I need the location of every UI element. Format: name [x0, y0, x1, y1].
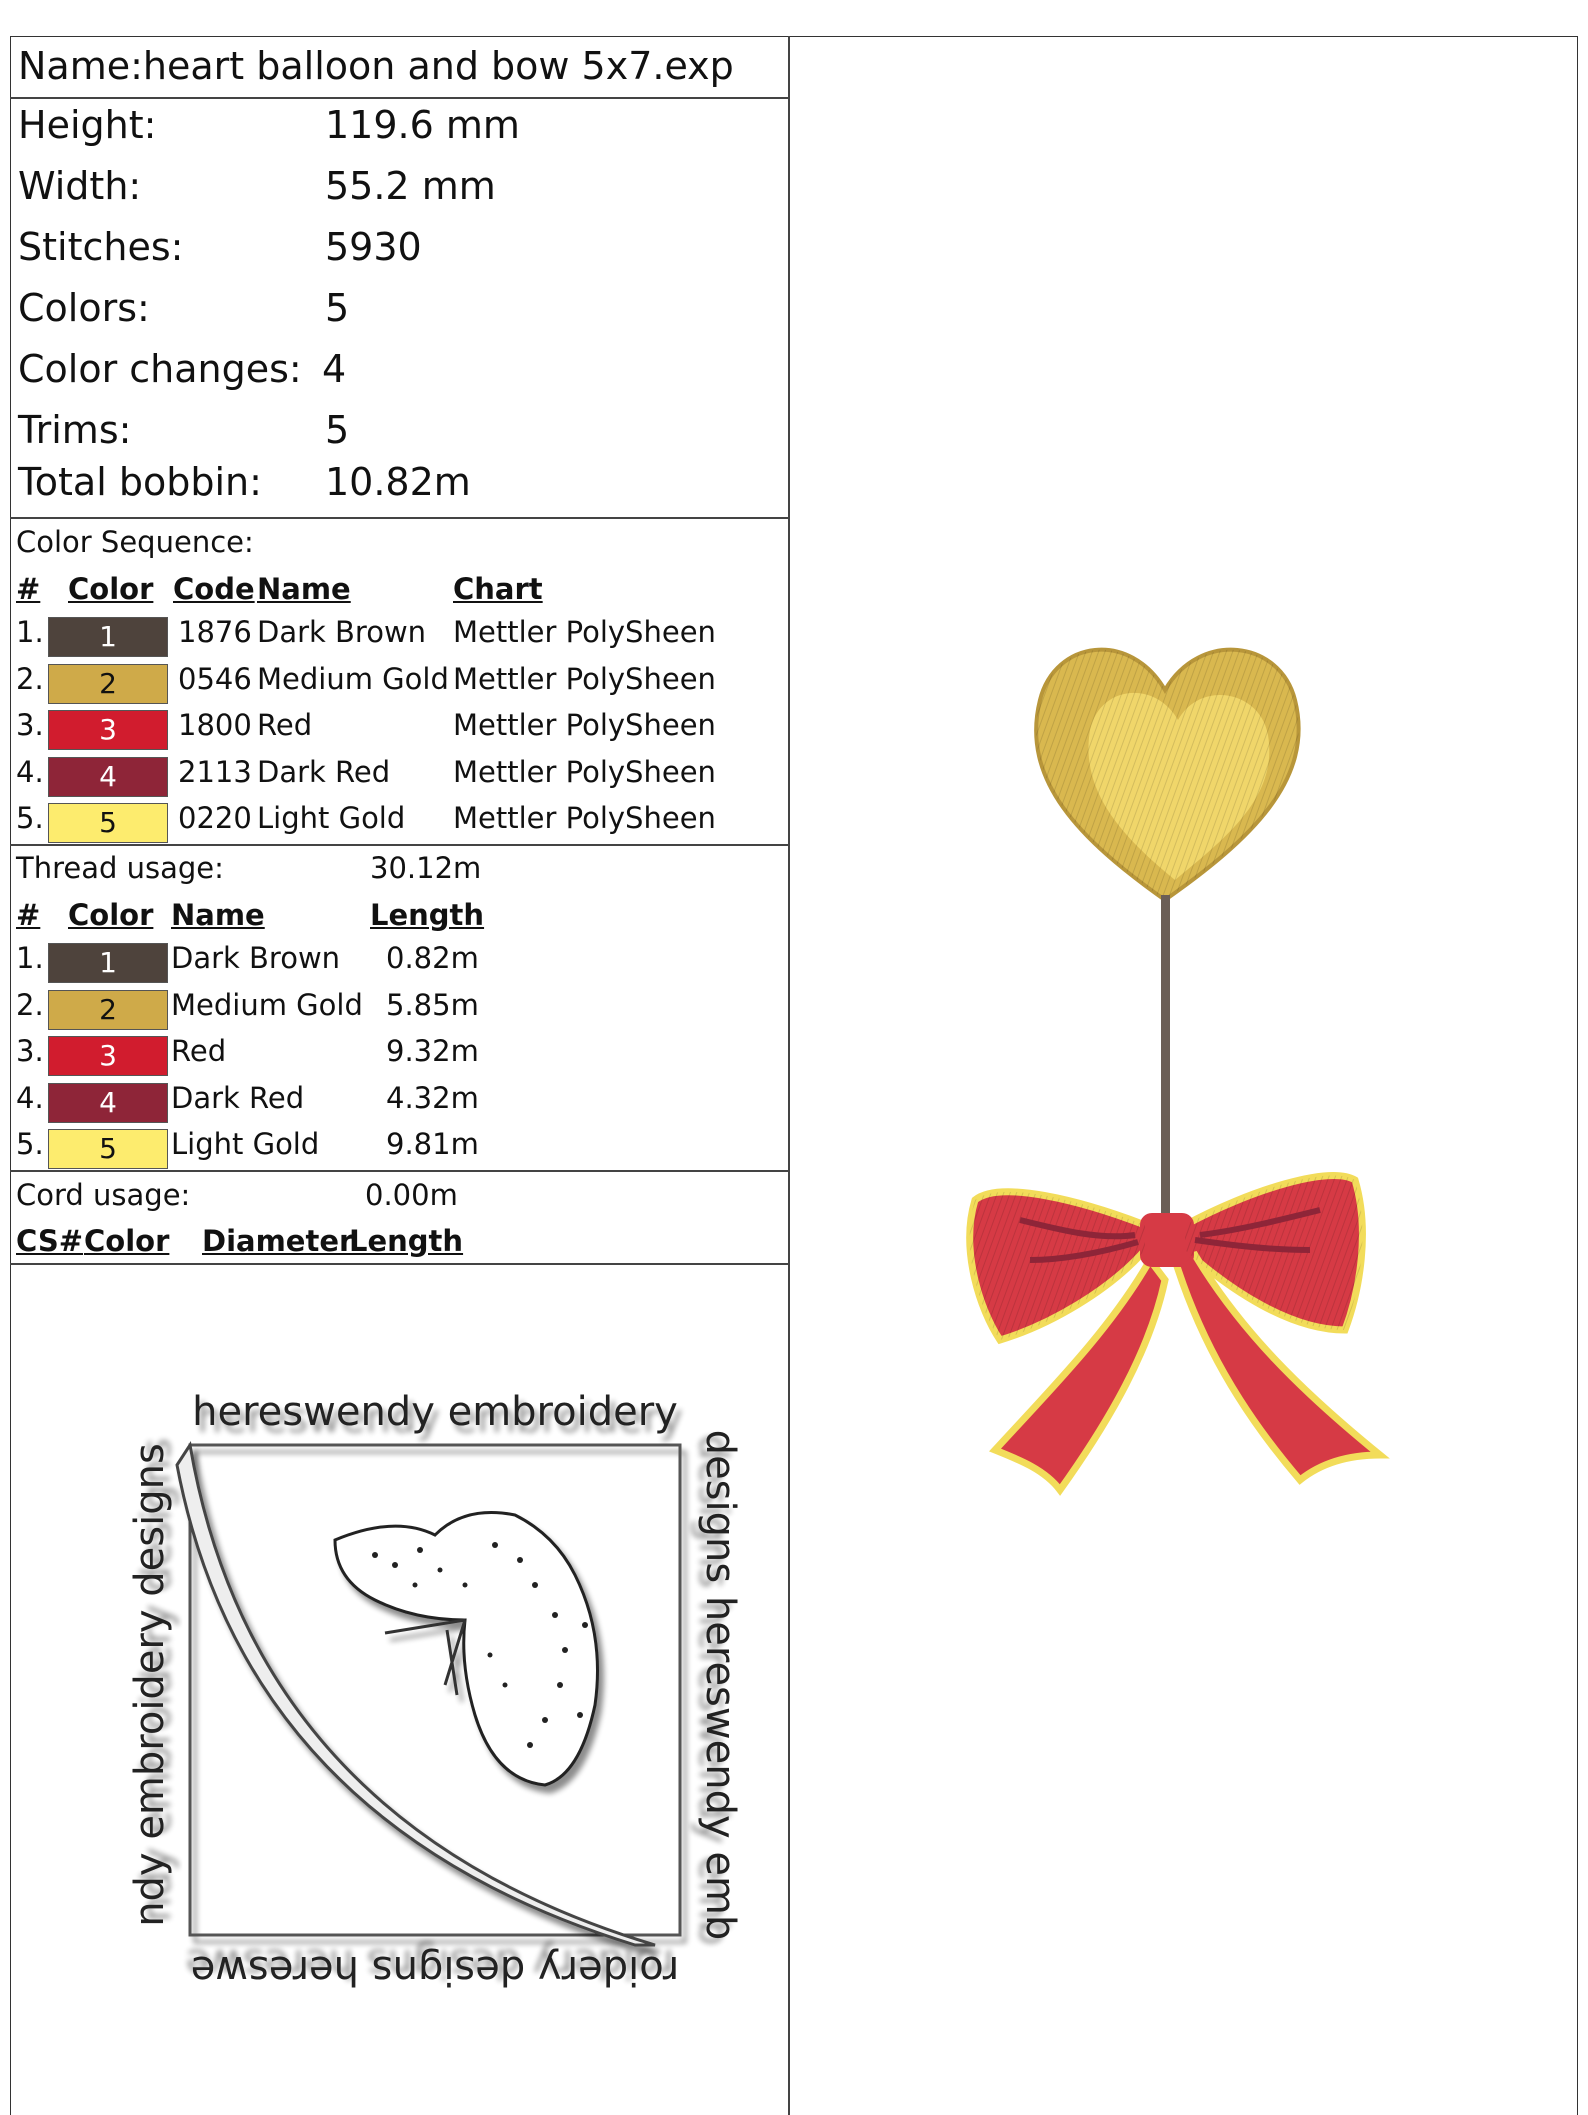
tu-row-name: Medium Gold [171, 987, 363, 1022]
color-swatch: 5 [48, 803, 168, 843]
color-swatch: 3 [48, 1036, 168, 1076]
cs-row-code: 1800 [178, 708, 252, 742]
stat-value: 5 [325, 408, 350, 452]
cord-usage-total: 0.00m [365, 1178, 458, 1212]
tu-row-num: 4. [16, 1080, 44, 1115]
cu-header-color: Color [84, 1224, 170, 1258]
stat-label: Height: [18, 103, 157, 147]
cs-row-name: Red [257, 708, 313, 742]
cs-row-chart: Mettler PolySheen [453, 754, 716, 789]
logo-text-bottom: roidery designs hereswe [190, 1947, 680, 1993]
color-sequence-divider [10, 844, 789, 846]
logo-frame [190, 1445, 680, 1935]
tu-row-length: 4.32m [386, 1080, 479, 1115]
cu-header-diameter: Diameter [202, 1224, 354, 1258]
column-divider [788, 36, 790, 2115]
cs-header-code: Code [173, 572, 255, 606]
cs-row-name: Medium Gold [257, 661, 449, 696]
bow [970, 1176, 1380, 1490]
cs-header-chart: Chart [453, 572, 543, 606]
header-divider [10, 97, 789, 99]
tu-row-num: 5. [16, 1127, 44, 1161]
stat-label: Stitches: [18, 225, 184, 269]
stat-value: 4 [322, 347, 347, 391]
stat-value: 5 [325, 286, 350, 330]
logo-text-top: hereswendy embroidery [192, 1389, 678, 1435]
tu-header-name: Name [171, 898, 265, 932]
color-swatch: 5 [48, 1129, 168, 1169]
tu-row-length: 0.82m [386, 941, 479, 975]
stat-value: 5930 [325, 225, 422, 269]
cs-row-code: 0220 [178, 801, 252, 835]
cs-row-code: 2113 [178, 754, 252, 789]
tu-row-name: Red [171, 1034, 227, 1068]
stat-label: Total bobbin: [18, 460, 262, 504]
color-swatch: 2 [48, 664, 168, 704]
cs-row-code: 1876 [178, 615, 252, 649]
cs-row-name: Dark Red [257, 754, 391, 789]
cu-header-cs: CS# [16, 1224, 84, 1258]
cs-header-color: Color [68, 572, 154, 606]
color-swatch: 4 [48, 1083, 168, 1123]
color-sequence-title: Color Sequence: [16, 525, 254, 559]
color-swatch: 1 [48, 943, 168, 983]
color-swatch: 2 [48, 990, 168, 1030]
cs-row-num: 5. [16, 801, 44, 835]
logo-text-left: ndy embroidery designs [127, 1443, 173, 1927]
tu-row-num: 1. [16, 941, 44, 975]
color-swatch: 1 [48, 617, 168, 657]
tu-row-num: 3. [16, 1034, 44, 1068]
stat-value: 55.2 mm [325, 164, 496, 208]
cs-row-num: 1. [16, 615, 44, 649]
cs-row-chart: Mettler PolySheen [453, 615, 716, 649]
cs-row-num: 3. [16, 708, 44, 742]
tu-row-length: 9.81m [386, 1127, 479, 1161]
stat-label: Colors: [18, 286, 150, 330]
tu-row-num: 2. [16, 987, 44, 1022]
thread-usage-total: 30.12m [370, 851, 482, 885]
stat-label: Trims: [18, 408, 132, 452]
stat-value: 10.82m [325, 460, 471, 504]
cs-row-num: 2. [16, 661, 44, 696]
tu-row-name: Light Gold [171, 1127, 320, 1161]
tu-header-color: Color [68, 898, 154, 932]
hereswendy-logo [127, 1385, 743, 1993]
stat-label: Color changes: [18, 347, 302, 391]
tu-row-name: Dark Red [171, 1080, 305, 1115]
tu-row-name: Dark Brown [171, 941, 341, 975]
design-name: Name:heart balloon and bow 5x7.exp [18, 44, 734, 88]
cs-header-name: Name [257, 572, 351, 606]
color-swatch: 4 [48, 757, 168, 797]
heart-balloon [1036, 650, 1299, 900]
tu-header-length: Length [370, 898, 485, 932]
cs-row-chart: Mettler PolySheen [453, 661, 716, 696]
cs-row-chart: Mettler PolySheen [453, 708, 716, 742]
stats-divider [10, 517, 789, 519]
tu-header-num: # [16, 898, 41, 932]
cs-row-chart: Mettler PolySheen [453, 801, 716, 835]
cs-row-code: 0546 [178, 661, 252, 696]
design-preview [960, 610, 1420, 1540]
color-swatch: 3 [48, 710, 168, 750]
thread-usage-title: Thread usage: [16, 851, 224, 885]
tu-row-length: 5.85m [386, 987, 479, 1022]
logo-butterfly-icon [335, 1513, 598, 1786]
balloon-string [1161, 895, 1170, 1225]
cs-row-num: 4. [16, 754, 44, 789]
cs-row-name: Light Gold [257, 801, 406, 835]
stat-value: 119.6 mm [325, 103, 520, 147]
cord-usage-title: Cord usage: [16, 1178, 191, 1212]
logo-text-right: designs hereswendy emb [697, 1429, 743, 1941]
cs-header-num: # [16, 572, 41, 606]
cs-row-name: Dark Brown [257, 615, 427, 649]
cord-usage-divider [10, 1263, 789, 1265]
stat-label: Width: [18, 164, 142, 208]
tu-row-length: 9.32m [386, 1034, 479, 1068]
thread-usage-divider [10, 1170, 789, 1172]
cu-header-length: Length [349, 1224, 464, 1258]
